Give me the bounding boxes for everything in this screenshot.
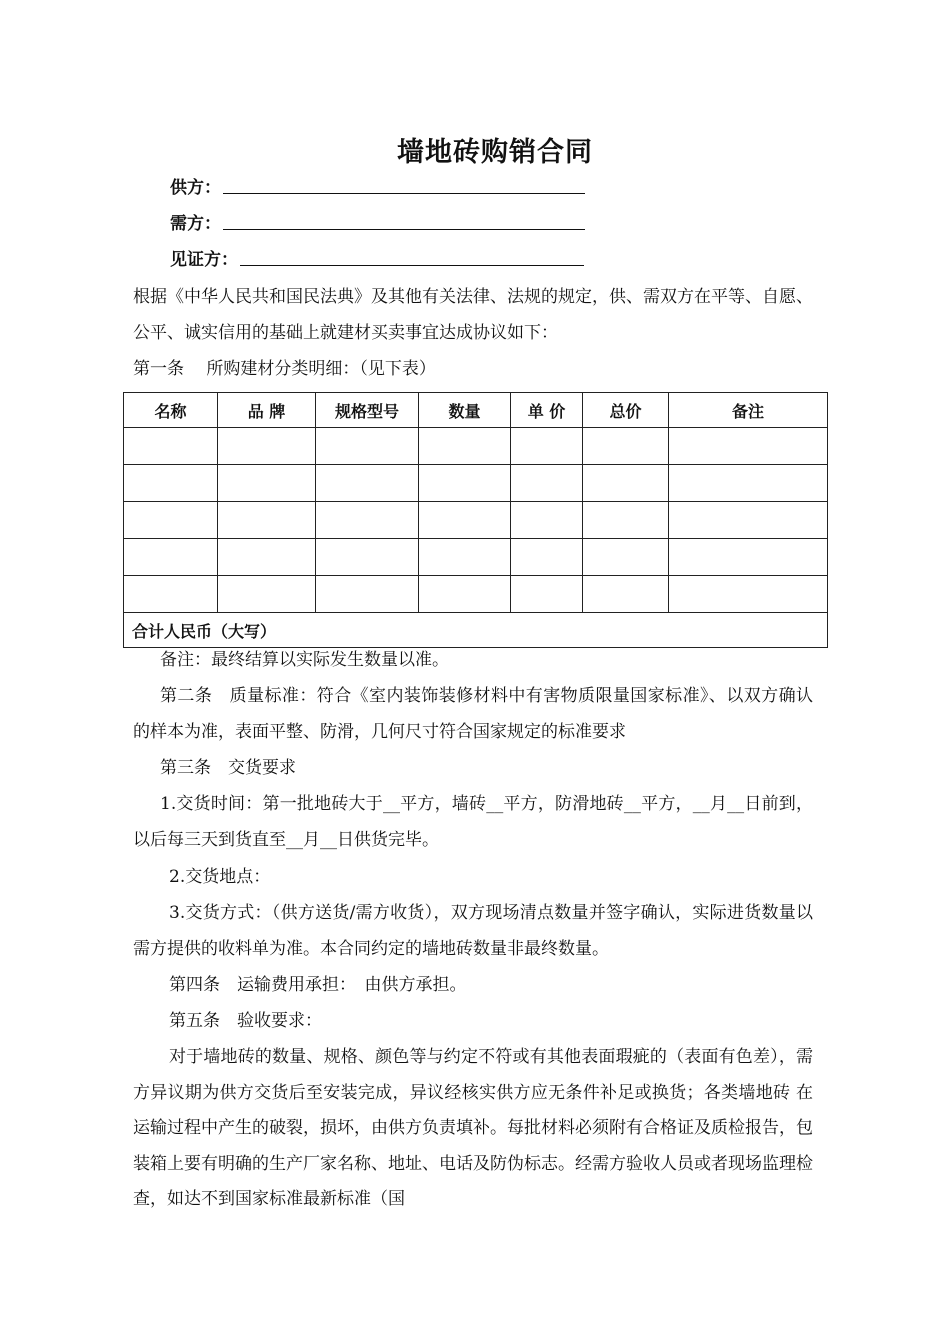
table-row <box>124 539 828 576</box>
header-quantity: 数量 <box>419 393 511 428</box>
witness-label: 见证方： <box>170 250 238 270</box>
table-row <box>124 465 828 502</box>
article-3-item-2: 2.交货地点： <box>169 867 271 887</box>
buyer-label: 需方： <box>170 214 221 234</box>
total-rmb-label: 合计人民币（大写） <box>124 613 828 648</box>
article-5-body: 对于墙地砖的数量、规格、颜色等与约定不符或有其他表面瑕疵的（表面有色差），需方异议期为供方交货后至安装完成，异议经核实供方应无条件补足或换货；各类墙地砖 在运输过程中产生的破裂，损坏，由供方负责填补。每批材料必须附有合格证及质检报告，包装箱上要有明确的生产厂家名称、地址、电话及防伪标志。经需方验收人员或者现场监理检查，如达不到国家标准最新标准（国 <box>133 1047 813 1209</box>
header-total-price: 总价 <box>583 393 669 428</box>
document-title: 墙地砖购销合同 <box>397 137 593 168</box>
table-row <box>124 502 828 539</box>
article-3-item-3: 3.交货方式：（供方送货/需方收货），双方现场清点数量并签字确认，实际进货数量以需方提供的收料单为准。本合同约定的墙地砖数量非最终数量。 <box>133 903 813 959</box>
supplier-field <box>170 168 585 198</box>
article-3-heading: 第三条 交货要求 <box>160 758 296 778</box>
buyer-field <box>170 204 585 234</box>
table-row <box>124 576 828 613</box>
article-2: 第二条 质量标准：符合《室内装饰装修材料中有害物质限量国家标准》、以双方确认的样本为准，表面平整、防滑，几何尺寸符合国家规定的标准要求 <box>133 686 813 742</box>
supplier-label: 供方： <box>170 178 221 198</box>
header-remark: 备注 <box>669 393 828 428</box>
header-spec: 规格型号 <box>316 393 419 428</box>
header-unit-price: 单 价 <box>511 393 583 428</box>
supplier-blank-line <box>223 192 585 194</box>
header-name: 名称 <box>124 393 218 428</box>
article-4: 第四条 运输费用承担： 由供方承担。 <box>169 975 467 995</box>
article-1: 第一条 所购建材分类明细：（见下表） <box>133 359 436 379</box>
header-brand: 品 牌 <box>218 393 316 428</box>
witness-field <box>170 240 584 270</box>
buyer-blank-line <box>223 228 585 230</box>
table-row <box>124 428 828 465</box>
materials-table <box>123 392 828 648</box>
witness-blank-line <box>240 264 584 266</box>
preamble-paragraph: 根据《中华人民共和国民法典》及其他有关法律、法规的规定，供、需双方在平等、自愿、公平、诚实信用的基础上就建材买卖事宜达成协议如下： <box>133 287 813 343</box>
article-3-item-1: 1.交货时间：第一批地砖大于__平方，墙砖__平方，防滑地砖__平方，__月__日前到，以后每三天到货直至__月__日供货完毕。 <box>133 794 813 850</box>
remark-line: 备注：最终结算以实际发生数量以准。 <box>160 650 449 670</box>
article-5-heading: 第五条 验收要求： <box>169 1011 322 1031</box>
table-header-row <box>124 393 828 428</box>
